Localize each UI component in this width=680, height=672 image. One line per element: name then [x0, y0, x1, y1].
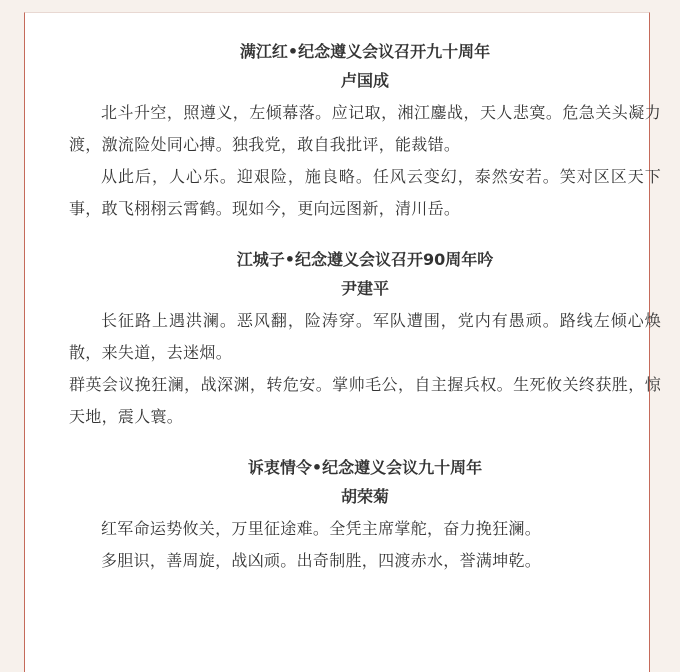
poem-paragraph: 多胆识，善周旋，战凶顽。出奇制胜，四渡赤水，誉满坤乾。 [101, 551, 542, 570]
poem-author: 尹建平 [340, 279, 389, 298]
poem-jiangchengzi [69, 247, 661, 433]
poem-paragraph: 红军命运势攸关，万里征途难。全凭主席掌舵，奋力挽狂澜。 [101, 519, 542, 538]
poem-title: 诉衷情令•纪念遵义会议九十周年 [247, 458, 483, 477]
poem-paragraph: 群英会议挽狂澜，战深渊，转危安。掌帅毛公，自主握兵权。生死攸关终获胜，惊天地，震人寰。 [69, 375, 661, 426]
poem-manjianghong [69, 39, 661, 225]
article-content [69, 39, 661, 577]
poem-paragraph: 从此后，人心乐。迎艰险，施良略。任风云变幻，泰然安若。笑对区区天下事，敢飞栩栩云霄鹤。现如今，更向远图新，清川岳。 [69, 167, 661, 218]
poem-author: 胡荣菊 [340, 487, 389, 506]
poem-author: 卢国成 [340, 71, 389, 90]
poem-paragraph: 北斗升空，照遵义，左倾幕落。应记取，湘江鏖战，天人悲寞。危急关头凝力渡，激流险处同心搏。独我党，敢自我批评，能裁错。 [69, 103, 661, 154]
poem-paragraph: 长征路上遇洪澜。恶风翻，险涛穿。军队遭围，党内有愚顽。路线左倾心焕散，来失道，去迷烟。 [69, 311, 661, 362]
poem-suzhongqing [69, 455, 661, 577]
poem-title: 江城子•纪念遵义会议召开90周年吟 [236, 250, 494, 269]
article-panel [24, 12, 661, 672]
poem-title: 满江红•纪念遵义会议召开九十周年 [239, 42, 491, 61]
